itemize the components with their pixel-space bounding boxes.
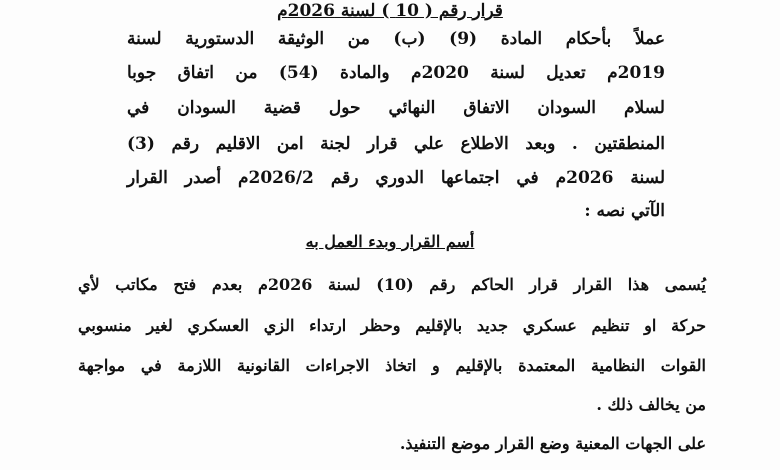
preamble-line-1: عملاً بأحكام المادة (9) (ب) من الوثيقة الدستورية لسنة	[127, 29, 665, 49]
preamble-line-2: 2019م تعديل لسنة 2020م والمادة (54) من اتفاق جوبا	[127, 63, 665, 83]
body-line-5: على الجهات المعنية وضع القرار موضع التنفيذ.	[399, 434, 706, 453]
body-line-1: يُسمى هذا القرار قرار الحاكم رقم (10) لسنة 2026م بعدم فتح مكاتب لأي	[78, 275, 707, 294]
body-line-2: حركة او تنظيم عسكري جديد بالإقليم وحظر ارتداء الزي العسكري لغير منسوبي	[78, 316, 706, 335]
preamble-line-4: المنطقتين . وبعد الاطلاع علي قرار لجنة امن الاقليم رقم (3)	[127, 134, 665, 154]
section-heading: أسم القرار وبدء العمل به	[305, 232, 475, 251]
preamble-line-5: لسنة 2026م في اجتماعها الدوري رقم 2026/2م أصدر القرار	[127, 168, 665, 188]
body-line-3: القوات النظامية المعتمدة بالإقليم و اتخاذ الاجراءات القانونية اللازمة في مواجهة	[78, 356, 706, 375]
decree-title: قرار رقم ( 10 ) لسنة 2026م	[277, 1, 503, 21]
preamble-line-6: الآتي نصه :	[584, 201, 665, 221]
body-line-4: من يخالف ذلك .	[596, 395, 706, 414]
preamble-line-3: لسلام السودان الاتفاق النهائي حول قضية السودان في	[127, 98, 665, 118]
